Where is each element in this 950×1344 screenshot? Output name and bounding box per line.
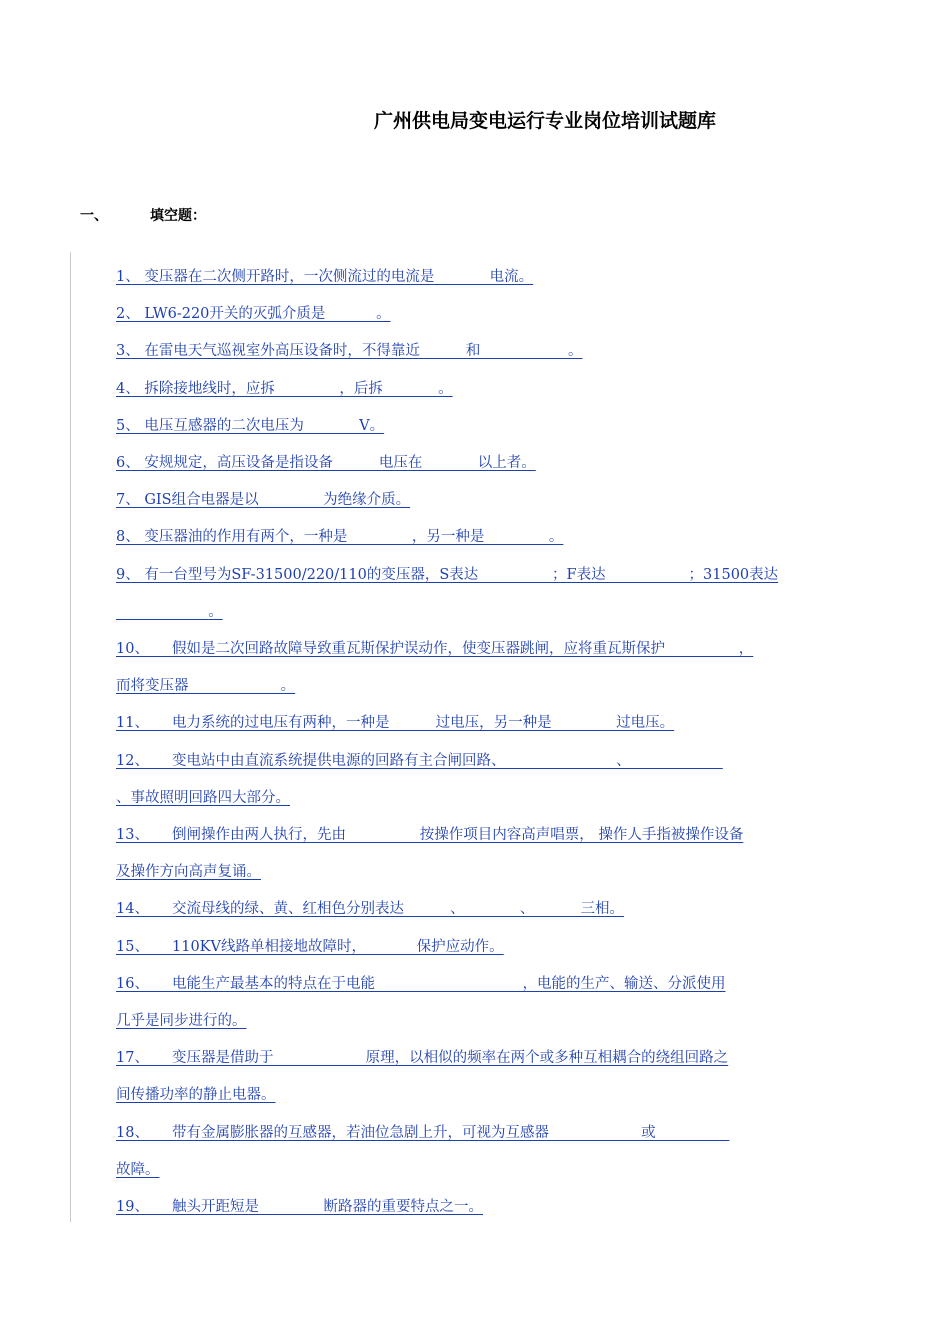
- document-title: 广州供电局变电运行专业岗位培训试题库: [374, 110, 717, 132]
- question-9: 9、 有一台型号为SF-31500/220/110的变压器，S表达 ；F表达 ；31500表达 。: [116, 566, 779, 620]
- question-11: 11、 电力系统的过电压有两种，一种是 过电压，另一种是 过电压。: [116, 715, 675, 732]
- question-3: 3、 在雷电天气巡视室外高压设备时，不得靠近 和 。: [116, 343, 583, 360]
- question-6: 6、 安规规定，高压设备是指设备 电压在 以上者。: [116, 455, 536, 472]
- question-15: 15、 110KV线路单相接地故障时， 保护应动作。: [116, 938, 504, 955]
- question-8: 8、 变压器油的作用有两个，一种是 ，另一种是 。: [116, 529, 564, 546]
- question-18: 18、 带有金属膨胀器的互感器，若油位急剧上升，可视为互感器 或 故障。: [116, 1124, 730, 1178]
- question-16: 16、 电能生产最基本的特点在于电能 ，电能的生产、输送、分派使用 几乎是同步进行的。: [116, 975, 726, 1030]
- question-1: 1、 变压器在二次侧开路时，一次侧流过的电流是 电流。: [116, 269, 534, 285]
- margin-divider: [70, 252, 71, 1222]
- question-13: 13、 倒闸操作由两人执行，先由 按操作项目内容高声唱票， 操作人手指被操作设备 及操作方向高声复诵。: [116, 827, 744, 881]
- section-number: 一、: [80, 208, 108, 224]
- question-10: 10、 假如是二次回路故障导致重瓦斯保护误动作，使变压器跳闸，应将重瓦斯保护 ， 而将变压器 。: [116, 641, 754, 695]
- question-12: 12、 变电站中由直流系统提供电源的回路有主合闸回路、 、 、事故照明回路四大部分。: [116, 752, 723, 806]
- question-2: 2、 LW6-220开关的灭弧介质是 。: [116, 306, 391, 323]
- question-7: 7、 GIS组合电器是以 为绝缘介质。: [116, 492, 411, 509]
- question-19: 19、 触头开距短是 断路器的重要特点之一。: [116, 1199, 484, 1216]
- question-5: 5、 电压互感器的二次电压为 V。: [116, 417, 385, 434]
- question-14: 14、 交流母线的绿、黄、红相色分别表达 、 、 三相。: [116, 901, 624, 918]
- question-4: 4、 拆除接地线时，应拆 ，后拆 。: [116, 380, 453, 397]
- question-17: 17、 变压器是借助于 原理，以相似的频率在两个或多种互相耦合的绕组回路之 间传播功率的静止电器。: [116, 1050, 729, 1104]
- question-list: [116, 259, 880, 1226]
- section-label: 填空题：: [150, 208, 206, 224]
